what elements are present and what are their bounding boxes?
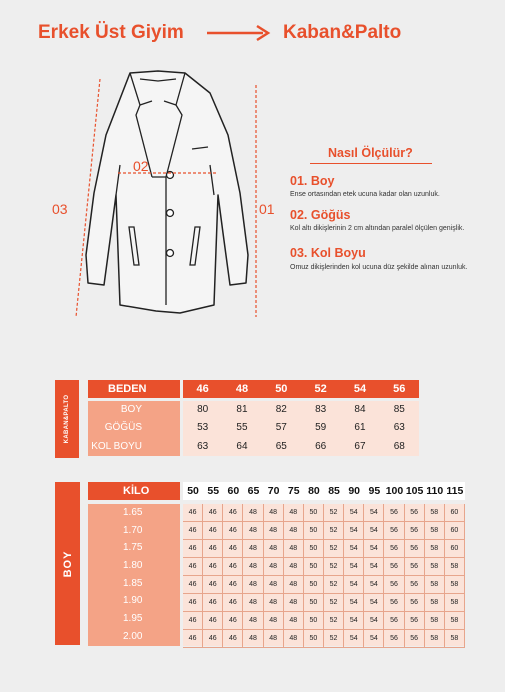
table-cell: 48 [243, 522, 263, 540]
fit-table-side-text: BOY [61, 550, 74, 577]
table-cell: 54 [364, 558, 384, 576]
table-cell: 85 [393, 404, 405, 415]
table-cell: 68 [393, 440, 405, 452]
table-cell: 46 [203, 504, 223, 522]
table-cell: 54 [344, 612, 364, 630]
table-cell: 48 [284, 558, 304, 576]
size-table-row-labels [88, 401, 180, 456]
table-cell: 58 [425, 594, 445, 612]
table-cell: 56 [405, 576, 425, 594]
table-cell: 54 [364, 522, 384, 540]
table-cell: 58 [425, 630, 445, 648]
height-label: 2.00 [123, 630, 143, 642]
table-cell: 55 [236, 422, 248, 434]
table-cell: 54 [364, 594, 384, 612]
table-cell: 57 [275, 422, 287, 434]
size-header: 46 [196, 383, 209, 395]
table-cell: 58 [445, 576, 465, 594]
table-row [183, 401, 419, 419]
table-cell: 64 [236, 440, 248, 452]
fit-table-body [183, 504, 465, 646]
table-cell: 58 [425, 504, 445, 522]
table-cell: 58 [445, 558, 465, 576]
table-cell: 46 [183, 576, 203, 594]
table-cell: 48 [284, 594, 304, 612]
table-cell: 54 [344, 558, 364, 576]
table-cell: 60 [445, 540, 465, 558]
table-cell: 48 [264, 540, 284, 558]
measure-item-desc: Kol altı dikişlerinin 2 cm altından paralel ölçülen genişlik. [290, 225, 465, 232]
measure-item-title: 02. Göğüs [290, 208, 351, 222]
table-cell: 84 [354, 404, 366, 415]
table-cell: 65 [275, 440, 287, 452]
table-cell: 46 [223, 612, 243, 630]
measure-item-title: 01. Boy [290, 174, 335, 188]
table-cell: 82 [275, 404, 287, 415]
table-cell: 54 [344, 504, 364, 522]
table-cell: 46 [203, 558, 223, 576]
fit-table-side-label [55, 482, 80, 645]
table-cell: 48 [264, 612, 284, 630]
weight-header: 115 [446, 485, 464, 497]
table-cell: 46 [183, 612, 203, 630]
size-table-side-label [55, 380, 79, 458]
weight-header: 65 [247, 485, 260, 497]
table-cell: 63 [393, 422, 405, 434]
table-cell: 48 [243, 504, 263, 522]
table-cell: 58 [425, 540, 445, 558]
table-cell: 54 [344, 576, 364, 594]
row-label: BOY [120, 404, 142, 415]
table-cell: 58 [425, 612, 445, 630]
measure-label-sleeve: 03 [52, 201, 68, 217]
table-cell: 52 [324, 540, 344, 558]
table-cell: 48 [284, 522, 304, 540]
table-cell: 48 [264, 576, 284, 594]
table-cell: 56 [405, 612, 425, 630]
table-cell: 48 [284, 576, 304, 594]
table-cell: 80 [197, 404, 209, 415]
table-cell: 46 [223, 504, 243, 522]
table-cell: 46 [203, 594, 223, 612]
height-label: 1.85 [123, 577, 143, 589]
table-cell: 48 [284, 612, 304, 630]
height-label: 1.90 [123, 595, 143, 607]
table-cell: 46 [203, 612, 223, 630]
table-cell: 54 [364, 576, 384, 594]
table-cell: 56 [384, 558, 404, 576]
table-cell: 50 [304, 630, 324, 648]
size-table-header-label: BEDEN [88, 380, 180, 398]
table-cell: 58 [445, 594, 465, 612]
weight-header: 85 [328, 485, 340, 497]
table-cell: 56 [384, 612, 404, 630]
table-cell: 56 [384, 504, 404, 522]
weight-header: 60 [227, 485, 240, 497]
size-table-side-text: KABAN&PALTO [64, 394, 70, 444]
table-cell: 66 [315, 440, 327, 452]
table-cell: 67 [354, 440, 366, 452]
height-label: 1.70 [123, 524, 143, 536]
arrow-right-icon [205, 22, 275, 44]
table-cell: 56 [405, 594, 425, 612]
weight-header: 95 [368, 485, 381, 497]
weight-header: 50 [187, 485, 199, 497]
table-cell: 48 [243, 594, 263, 612]
measure-label-chest: 02 [133, 158, 149, 174]
height-label: 1.95 [123, 613, 143, 625]
table-cell: 46 [223, 630, 243, 648]
table-cell: 50 [304, 540, 324, 558]
table-cell: 48 [264, 522, 284, 540]
table-cell: 56 [405, 522, 425, 540]
weight-header: 105 [405, 485, 424, 497]
height-label: 1.65 [123, 507, 143, 518]
table-cell: 58 [425, 576, 445, 594]
table-cell: 52 [324, 576, 344, 594]
coat-diagram [70, 65, 270, 325]
table-cell: 60 [445, 504, 465, 522]
table-cell: 50 [304, 522, 324, 540]
table-cell: 52 [324, 504, 344, 522]
weight-header: 110 [426, 485, 444, 497]
table-cell: 48 [264, 504, 284, 522]
table-cell: 48 [284, 630, 304, 648]
table-cell: 50 [304, 558, 324, 576]
measure-item-title: 03. Kol Boyu [290, 246, 366, 260]
table-cell: 54 [364, 630, 384, 648]
weight-header: 55 [207, 485, 220, 497]
table-row [183, 419, 419, 437]
table-cell: 46 [203, 540, 223, 558]
table-cell: 46 [183, 558, 203, 576]
table-cell: 54 [364, 612, 384, 630]
how-to-title: Nasıl Ölçülür? [328, 146, 413, 160]
table-cell: 48 [243, 540, 263, 558]
table-cell: 46 [183, 540, 203, 558]
size-table-body [183, 401, 419, 456]
table-cell: 61 [354, 422, 366, 434]
table-cell: 52 [324, 558, 344, 576]
table-cell: 56 [384, 576, 404, 594]
size-header: 50 [275, 383, 288, 395]
weight-header: 80 [308, 485, 320, 497]
table-cell: 46 [203, 522, 223, 540]
table-cell: 46 [223, 540, 243, 558]
table-cell: 48 [243, 576, 263, 594]
table-cell: 50 [304, 612, 324, 630]
table-cell: 50 [304, 576, 324, 594]
row-label: KOL BOYU [91, 440, 142, 452]
table-cell: 54 [344, 540, 364, 558]
table-cell: 46 [223, 522, 243, 540]
weight-header: 90 [348, 485, 361, 497]
table-cell: 56 [384, 594, 404, 612]
table-cell: 58 [425, 522, 445, 540]
table-cell: 58 [445, 612, 465, 630]
table-cell: 54 [364, 540, 384, 558]
table-cell: 56 [384, 522, 404, 540]
table-cell: 60 [445, 522, 465, 540]
table-cell: 54 [364, 504, 384, 522]
table-cell: 58 [425, 558, 445, 576]
table-cell: 56 [405, 540, 425, 558]
table-cell: 46 [183, 522, 203, 540]
table-cell: 48 [264, 594, 284, 612]
table-cell: 46 [183, 594, 203, 612]
row-label: GÖĞÜS [104, 422, 142, 434]
table-cell: 46 [223, 558, 243, 576]
table-cell: 48 [264, 630, 284, 648]
table-cell: 56 [405, 558, 425, 576]
measure-item-desc: Omuz dikişlerinden kol ucuna düz şekilde alınan uzunluk. [290, 264, 468, 271]
table-cell: 54 [344, 630, 364, 648]
table-cell: 50 [304, 594, 324, 612]
height-label: 1.75 [123, 542, 143, 554]
table-cell: 48 [243, 630, 263, 648]
table-cell: 46 [203, 630, 223, 648]
height-label: 1.80 [123, 560, 143, 572]
table-cell: 48 [264, 558, 284, 576]
table-cell: 48 [243, 612, 263, 630]
size-header: 48 [235, 383, 249, 395]
size-table-header-sizes [183, 380, 419, 398]
subcategory-title: Kaban&Palto [283, 22, 402, 43]
fit-table-header-label: KİLO [88, 482, 180, 500]
table-cell: 46 [183, 504, 203, 522]
table-cell: 48 [243, 558, 263, 576]
size-header: 52 [314, 383, 327, 395]
fit-table-header-weights [183, 482, 465, 500]
table-cell: 52 [324, 630, 344, 648]
size-header: 54 [353, 383, 367, 395]
table-cell: 52 [324, 522, 344, 540]
table-cell: 46 [203, 576, 223, 594]
table-cell: 83 [315, 404, 327, 415]
table-cell: 52 [324, 612, 344, 630]
table-cell: 81 [236, 404, 248, 415]
table-cell: 59 [315, 422, 327, 434]
table-cell: 54 [344, 522, 364, 540]
fit-table-row-labels [88, 504, 180, 646]
table-cell: 48 [284, 504, 304, 522]
divider [310, 163, 432, 164]
size-header: 56 [393, 383, 406, 395]
weight-header: 75 [287, 485, 300, 497]
category-title: Erkek Üst Giyim [38, 22, 184, 43]
weight-header: 70 [267, 485, 280, 497]
measure-label-length: 01 [259, 201, 275, 217]
table-cell: 46 [183, 630, 203, 648]
table-cell: 53 [197, 422, 209, 434]
table-cell: 50 [304, 504, 324, 522]
table-cell: 58 [445, 630, 465, 648]
table-cell: 48 [284, 540, 304, 558]
table-row [183, 438, 419, 456]
table-cell: 54 [344, 594, 364, 612]
table-cell: 52 [324, 594, 344, 612]
table-cell: 56 [384, 630, 404, 648]
table-cell: 46 [223, 576, 243, 594]
table-cell: 63 [197, 440, 209, 452]
table-cell: 56 [405, 630, 425, 648]
measure-item-desc: Ense ortasından etek ucuna kadar olan uzunluk. [290, 191, 440, 198]
table-cell: 46 [223, 594, 243, 612]
table-cell: 56 [405, 504, 425, 522]
table-cell: 56 [384, 540, 404, 558]
weight-header: 100 [385, 485, 404, 497]
